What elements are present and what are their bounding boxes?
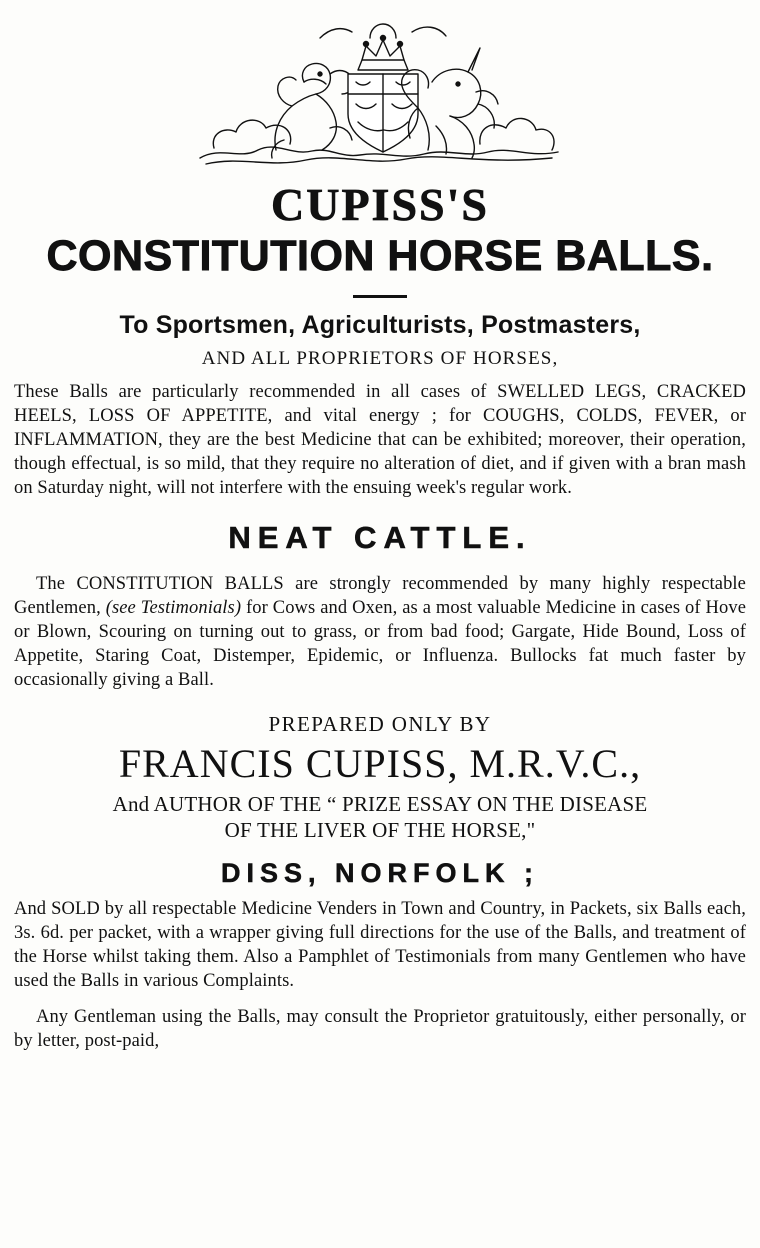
author-credit-line-1: And AUTHOR OF THE “ PRIZE ESSAY ON THE DISEASE <box>112 792 648 817</box>
testimonials-note: (see Testimonials) <box>105 597 242 618</box>
intro-paragraph: These Balls are particularly recommended in all cases of SWELLED LEGS, CRACKED HEELS, LOSS OF APPETITE, and vital energy ; for COUGHS, COLDS, FEVER, or INFLAMMATION, they are the best Medicine that can be exhibited; moreover, their operation, though effectual, is so mild, that they require no alteration of diet, and if given with a bran mash on Saturday night, will not interfere with the ensuing week's regular work. <box>14 381 746 498</box>
section-heading-neat-cattle: NEAT CATTLE. <box>228 519 532 555</box>
audience-heading: To Sportsmen, Agriculturists, Postmasters, <box>119 311 641 340</box>
cattle-paragraph <box>14 572 746 692</box>
audience-subheading: AND ALL PROPRIETORS OF HORSES, <box>201 347 559 369</box>
consult-paragraph: Any Gentleman using the Balls, may consult the Proprietor gratuitously, either personally, or by letter, post-paid, <box>14 1006 746 1051</box>
author-credit-line-2: OF THE LIVER OF THE HORSE," <box>224 818 536 843</box>
author-name: FRANCIS CUPISS, M.R.V.C., <box>118 741 642 787</box>
cattle-paragraph-part-b: for Cows and Oxen, as a most valuable Medicine in cases of Hove or Blown, Scouring on turning out to grass, or from bad food; Gargate, Hide Bound, Loss of Appetite, Staring Coat, Distemper, Epidemic, or Influenza. Bullocks fat much faster by occasionally giving a Ball. <box>14 597 747 691</box>
prepared-by-label: PREPARED ONLY BY <box>268 712 492 737</box>
brand-title: CUPISS'S <box>271 179 489 230</box>
sold-paragraph: And SOLD by all respectable Medicine Venders in Town and Country, in Packets, six Balls each, 3s. 6d. per packet, with a wrapper giving full directions for the use of the Balls, and treatment of the Horse whilst taking them. Also a Pamphlet of Testimonials from many Gentlemen who have used the Balls in various Complaints. <box>14 898 746 991</box>
royal-coat-of-arms-icon <box>14 0 746 178</box>
product-title: CONSTITUTION HORSE BALLS. <box>46 232 714 280</box>
place-heading: DISS, NORFOLK ; <box>221 857 539 888</box>
divider-rule <box>353 295 407 298</box>
cattle-paragraph-part-a: The CONSTITUTION BALLS are strongly recommended by many highly respectable Gentlemen, <box>14 573 746 618</box>
